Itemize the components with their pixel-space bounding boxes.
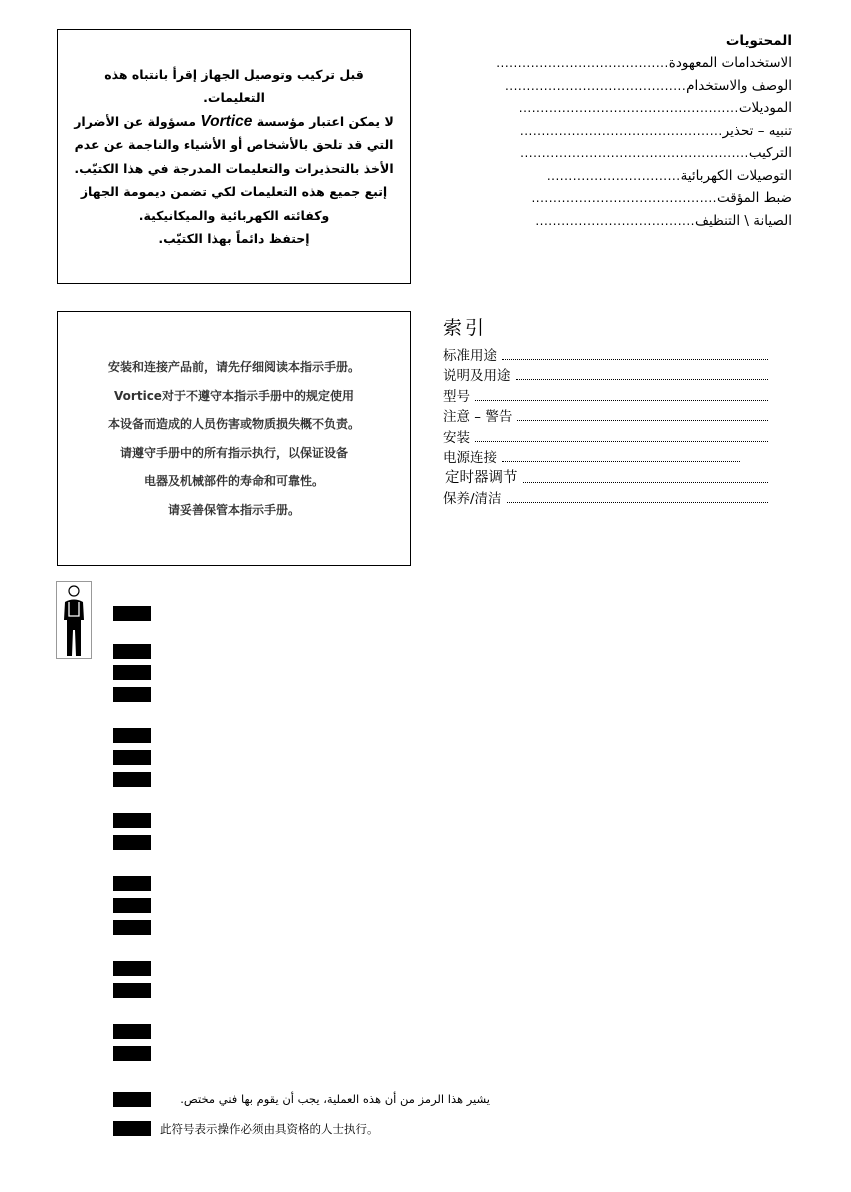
symbol-bar [113, 665, 151, 680]
symbol-bar [113, 1046, 151, 1061]
symbol-bar [113, 1024, 151, 1039]
arabic-notice-line-3-suffix: مسؤولة عن الأضرار [74, 113, 196, 129]
arabic-notice-line-6: إتبع جميع هذه التعليمات لكي تضمن ديمومة الجهاز [80, 184, 388, 199]
symbol-bar [113, 961, 151, 976]
chinese-toc-leader [502, 359, 768, 360]
qualified-technician-icon [56, 581, 92, 659]
chinese-toc-title: 索引 [443, 317, 488, 339]
chinese-toc-item [443, 446, 768, 467]
arabic-toc-leader: ..................................... [535, 213, 695, 228]
chinese-notice-line-4: 请遵守手册中的所有指示执行，以保证设备 [119, 445, 348, 460]
arabic-toc-leader: .......................................... [504, 78, 687, 93]
symbol-bar [113, 983, 151, 998]
chinese-notice-line-1: 安装和连接产品前，请先仔细阅读本指示手册。 [107, 360, 360, 374]
arabic-toc-label: الوصف والاستخدام [686, 77, 792, 94]
chinese-symbol-note: 此符号表示操作必须由具资格的人士执行。 [160, 1122, 379, 1136]
symbol-bar [113, 898, 151, 913]
arabic-table-of-contents [460, 30, 792, 232]
symbol-bar [113, 750, 151, 765]
symbol-bar [113, 1121, 151, 1136]
chinese-toc-label: 型号 [443, 388, 470, 405]
chinese-toc-item [443, 425, 768, 446]
symbol-bar [113, 1092, 151, 1107]
chinese-toc-item [443, 487, 768, 508]
arabic-toc-leader: ........................................... [531, 191, 717, 206]
chinese-toc-label: 电源连接 [443, 450, 497, 466]
arabic-toc-label: الموديلات [738, 100, 792, 117]
arabic-toc-label: تنبيه – تحذير [722, 122, 792, 139]
chinese-toc-leader [507, 502, 768, 503]
chinese-toc-label: 安装 [443, 429, 470, 446]
arabic-toc-label: ضبط المؤقت [717, 190, 792, 207]
technician-figure-icon [57, 582, 91, 658]
chinese-toc-leader [517, 420, 768, 421]
chinese-notice-line-6: 请妥善保管本指示手册。 [167, 502, 300, 517]
arabic-toc-item [460, 187, 792, 210]
chinese-toc-item [443, 384, 768, 405]
arabic-notice-line-5: الأخذ بالتحذيرات والتعليمات المدرجة في هذا الكتيّب. [74, 160, 394, 176]
chinese-toc-label: 保养/清洁 [443, 491, 502, 507]
chinese-toc-item [443, 466, 768, 487]
symbol-bar [113, 728, 151, 743]
arabic-toc-label: التوصيلات الكهربائية [680, 167, 792, 184]
chinese-notice-line-5: 电器及机械部件的寿命和可靠性。 [143, 474, 324, 488]
symbol-bar [113, 876, 151, 891]
chinese-notice-box [57, 311, 411, 566]
chinese-table-of-contents [443, 313, 768, 507]
arabic-notice-line-1: قبل تركيب وتوصيل الجهاز إقرأ بانتباه هذه [104, 66, 364, 82]
chinese-toc-item [443, 364, 768, 385]
arabic-toc-leader: ........................................ [496, 56, 669, 71]
arabic-toc-item [460, 165, 792, 188]
chinese-toc-leader [502, 461, 740, 462]
arabic-notice-line-4: التي قد تلحق بالأشخاص أو الأشياء والناجمة عن عدم [74, 137, 394, 152]
arabic-notice-box [57, 29, 411, 284]
arabic-toc-leader: ..................................................... [520, 146, 749, 161]
arabic-toc-item [460, 142, 792, 165]
chinese-toc-leader [516, 379, 769, 380]
chinese-toc-label: 注意 – 警告 [443, 409, 513, 425]
chinese-notice-line-3: 本设备而造成的人员伤害或物质损失概不负责。 [107, 417, 360, 431]
chinese-toc-label: 说明及用途 [443, 368, 511, 384]
chinese-toc-leader [523, 482, 769, 483]
arabic-notice-line-3-prefix: لا يمكن اعتبار مؤسسة [256, 113, 394, 129]
arabic-toc-item [460, 210, 792, 233]
arabic-notice-line-8: إحتفظ دائماً بهذا الكتيّب. [158, 231, 310, 246]
arabic-toc-leader: ............................... [546, 168, 681, 183]
arabic-toc-label: الاستخدامات المعهودة [668, 55, 792, 72]
arabic-toc-item [460, 52, 792, 75]
symbol-bar [113, 644, 151, 659]
symbol-bar [113, 772, 151, 787]
arabic-toc-leader: ................................................... [518, 101, 739, 116]
arabic-toc-item [460, 120, 792, 143]
symbol-bar [113, 606, 151, 621]
arabic-symbol-note: يشير هذا الرمز من أن هذه العملية، يجب أن يقوم بها فني مختص. [180, 1092, 490, 1106]
chinese-notice-line-2: Vortice对于不遵守本指示手册中的规定使用 [114, 388, 354, 403]
arabic-toc-item [460, 97, 792, 120]
arabic-toc-item [460, 75, 792, 98]
symbol-bar [113, 813, 151, 828]
symbol-bar [113, 835, 151, 850]
chinese-toc-item [443, 343, 768, 364]
arabic-toc-leader: ............................................... [519, 123, 723, 138]
arabic-notice-line-2: التعليمات. [203, 90, 265, 105]
symbol-bar [113, 920, 151, 935]
chinese-toc-leader [475, 400, 768, 401]
chinese-toc-leader [475, 441, 768, 442]
chinese-toc-label: 定时器调节 [445, 469, 518, 486]
chinese-toc-label: 标准用途 [443, 347, 497, 364]
arabic-notice-line-3 [74, 110, 394, 134]
brand-name: Vortice [200, 112, 253, 130]
arabic-toc-label: التركيب [748, 145, 792, 162]
arabic-toc-title: المحتويات [725, 33, 792, 49]
arabic-toc-label: الصيانة \ التنظيف [694, 212, 792, 229]
chinese-toc-item [443, 405, 768, 426]
symbol-bar [113, 687, 151, 702]
arabic-notice-line-7: وكفائته الكهربائية والميكانيكية. [138, 207, 330, 223]
